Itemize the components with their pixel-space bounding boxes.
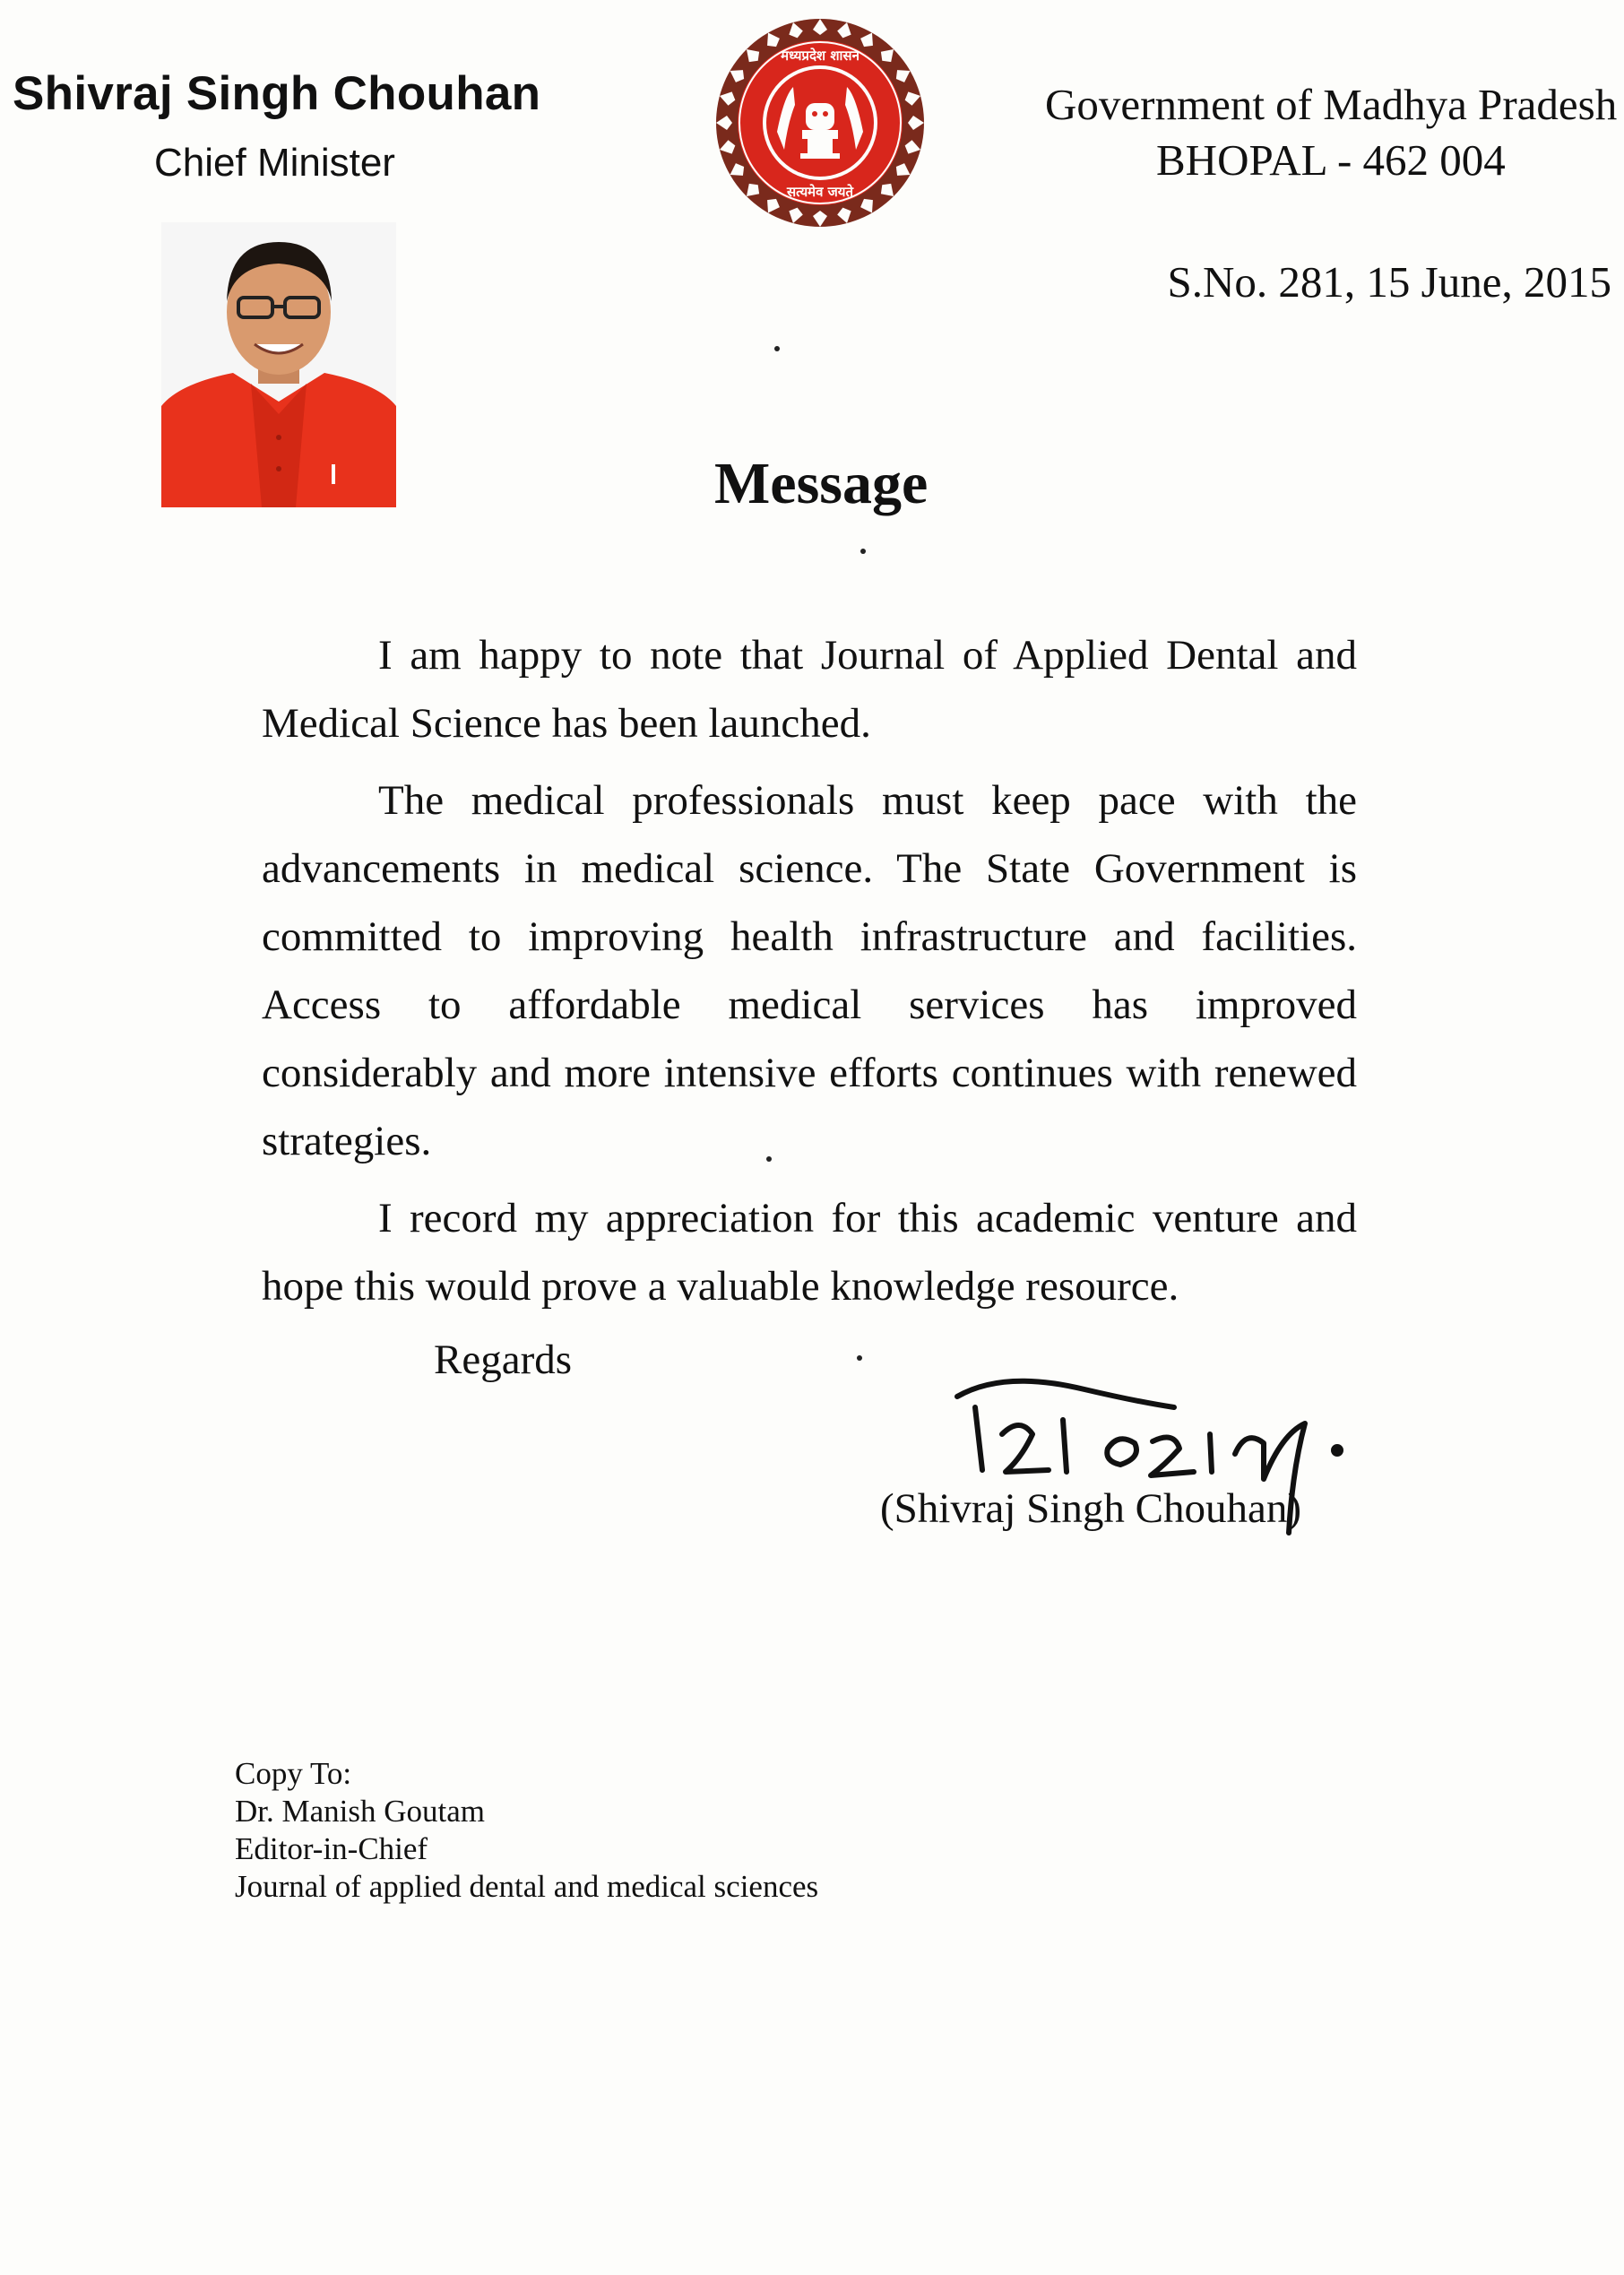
serial-date-line: S.No. 281, 15 June, 2015 — [1167, 257, 1611, 307]
copy-to-label: Copy To: — [235, 1756, 352, 1791]
scan-speck — [766, 1156, 772, 1162]
minister-name: Shivraj Singh Chouhan — [13, 67, 541, 120]
paragraph-2: The medical professionals must keep pace with the advancements in medical science. The State Government is committed to improving health infrastructure and facilities. Access to affordable medical services has improved considerably and more intensive efforts continues with renewed strategies. — [262, 777, 1357, 1164]
svg-text:सत्यमेव जयते: सत्यमेव जयते — [786, 184, 854, 200]
copy-to-role: Editor-in-Chief — [235, 1831, 428, 1866]
copy-to-block — [235, 1755, 818, 1906]
scan-speck — [774, 346, 780, 351]
minister-title: Chief Minister — [154, 141, 395, 185]
state-emblem-logo — [708, 11, 932, 235]
closing-regards: Regards — [434, 1336, 573, 1383]
minister-portrait — [161, 222, 396, 507]
copy-to-name: Dr. Manish Goutam — [235, 1794, 486, 1829]
paragraph-3: I record my appreciation for this academic venture and hope this would prove a valuable knowledge resource. — [262, 1195, 1357, 1310]
svg-text:मध्यप्रदेश शासन: मध्यप्रदेश शासन — [781, 48, 860, 64]
government-line: Government of Madhya Pradesh — [1045, 80, 1618, 129]
scan-speck — [857, 1355, 862, 1361]
paragraph-1: I am happy to note that Journal of Applied Dental and Medical Science has been launched. — [262, 632, 1357, 747]
message-body — [262, 621, 1357, 1329]
scan-speck — [860, 549, 866, 554]
message-heading: Message — [714, 451, 929, 516]
signatory-name: (Shivraj Singh Chouhan) — [880, 1485, 1301, 1532]
copy-to-organization: Journal of applied dental and medical sciences — [235, 1869, 819, 1904]
city-line: BHOPAL - 462 004 — [1156, 135, 1506, 185]
